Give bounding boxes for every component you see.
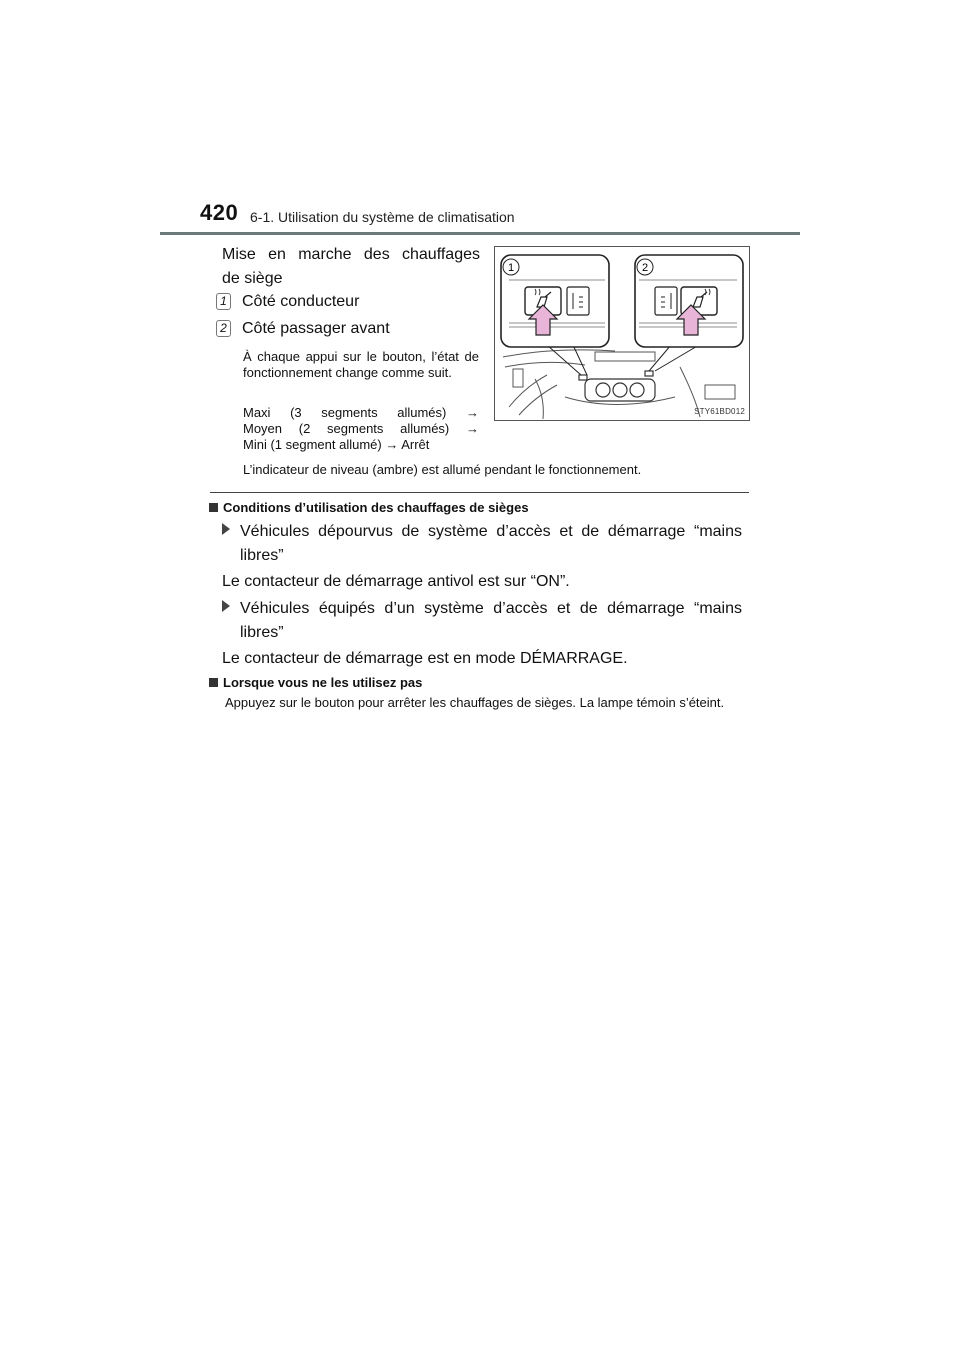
item-passenger-side [216, 318, 390, 340]
item-driver-side [216, 291, 359, 313]
dashboard-drawing [495, 247, 749, 420]
not-in-use-heading [209, 675, 422, 690]
header-divider [160, 232, 800, 235]
number-1-icon: 1 [216, 293, 231, 310]
figure-code: STY61BD012 [694, 407, 745, 416]
page-number: 420 [200, 200, 239, 225]
level-moyen: Moyen (2 segments allumés) → [243, 421, 479, 436]
case2-condition: Le contacteur de démarrage est en mode DÉMARRAGE. [222, 650, 628, 667]
not-in-use-text: Appuyez sur le bouton pour arrêter les chauffages de sièges. La lampe témoin s’éteint. [225, 695, 725, 710]
indicator-note: L’indicateur de niveau (ambre) est allumé pendant le fonctionnement. [243, 462, 642, 477]
intro-line-2: de siège [222, 270, 283, 287]
triangle-bullet-icon [222, 523, 230, 535]
case1-condition: Le contacteur de démarrage antivol est sur “ON”. [222, 573, 570, 590]
case-with-smart-key [222, 597, 749, 645]
level-maxi: Maxi (3 segments allumés) → [243, 405, 479, 420]
conditions-heading [209, 500, 529, 515]
case1-text: Véhicules dépourvus de système d’accès et de démarrage “mains libres” [240, 523, 742, 564]
not-in-use-heading-text: Lorsque vous ne les utilisez pas [223, 675, 423, 690]
intro-line-1: Mise en marche des chauffages [222, 246, 480, 263]
callout-2-label: 2 [641, 262, 649, 274]
seat-heater-illustration [494, 246, 750, 421]
item-label: Côté passager avant [242, 320, 390, 337]
press-note: À chaque appui sur le bouton, l’état de fonctionnement change comme suit. [243, 349, 479, 380]
number-2-icon: 2 [216, 320, 231, 337]
case2-text: Véhicules équipés d’un système d’accès et de démarrage “mains libres” [240, 600, 742, 641]
triangle-bullet-icon [222, 600, 230, 612]
section-divider [210, 492, 749, 493]
section-title: 6-1. Utilisation du système de climatisation [250, 209, 515, 225]
item-label: Côté conducteur [242, 293, 360, 310]
square-bullet-icon [209, 503, 218, 512]
case-without-smart-key [222, 520, 749, 568]
square-bullet-icon [209, 678, 218, 687]
level-mini: Mini (1 segment allumé) → Arrêt [243, 437, 430, 452]
conditions-heading-text: Conditions d’utilisation des chauffages de sièges [223, 500, 529, 515]
callout-1-label: 1 [507, 262, 515, 274]
